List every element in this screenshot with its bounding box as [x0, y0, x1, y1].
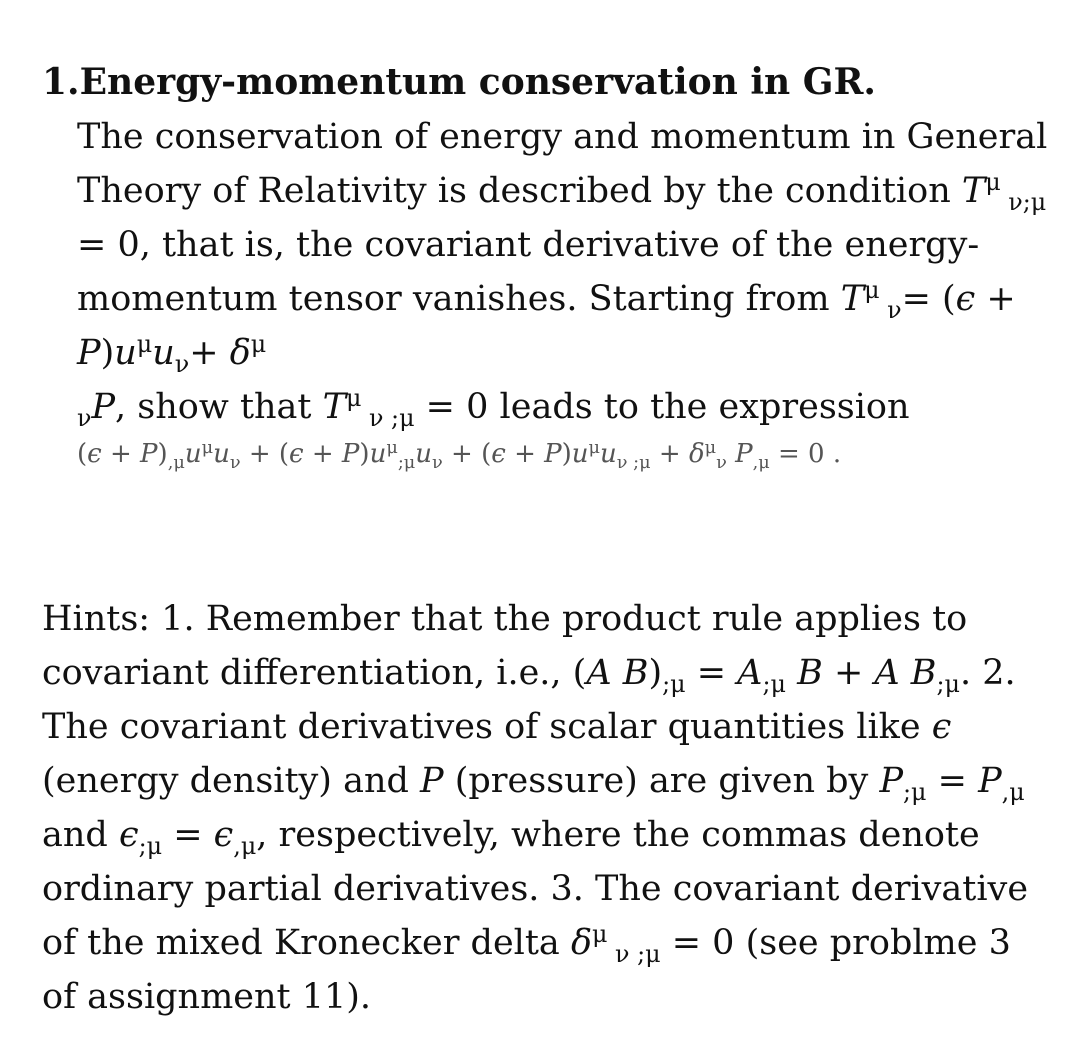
- hint-2-text-e: , respectively, where the commas denote ordinary partial derivatives. 3. The covariant derivative of the mixed Kronecker delta: [42, 815, 1029, 963]
- statement-part-1: The conservation of energy and momentum in General Theory of Relativity is described by the condition: [77, 117, 1048, 211]
- energy-momentum-tensor-equation: $T^\mu$ $_\nu= (\epsilon + P)u^\mu u_\nu+ \delta^\mu$ $_\nu$P: [77, 276, 1016, 433]
- problem-statement: [77, 110, 1052, 474]
- pressure-derivative-equation: $P_{;\mu} = P_{,\mu}$: [879, 761, 1025, 807]
- conservation-equation: $T^\mu$ $_{\nu ;\mu}$ = 0: [322, 384, 489, 433]
- target-expression: $(\epsilon + P)_{,\mu}u^\mu u_\nu + (\epsilon + P)u^\mu_{;\mu}u_\nu + (\epsilon + P)u^\mu u_{\nu ;\mu} + \delta^\mu_\nu$ $P_{,\mu} = 0$ .: [77, 438, 842, 474]
- statement-part-4: leads to the expression: [499, 387, 910, 427]
- epsilon-derivative-equation: $\epsilon_{;\mu} = \epsilon_{,\mu}$: [118, 815, 257, 861]
- hint-2-text-d: and: [42, 815, 108, 855]
- product-rule-equation: (A $B)_{;\mu} = A_{;\mu}$ B + A $B_{;\mu}$.: [572, 653, 972, 699]
- statement-part-2: , that is, the covariant derivative of the energy-momentum tensor vanishes. Starting from: [77, 225, 980, 319]
- problem-1: [42, 62, 1052, 474]
- kronecker-delta-equation: $\delta^\mu$ $_{\nu ;\mu}$ = 0: [570, 920, 735, 969]
- problem-title: [42, 62, 1052, 102]
- hints-section: [42, 592, 1052, 1024]
- epsilon-symbol: ϵ: [931, 707, 952, 747]
- condition-equation: $T^\mu$ $_{\nu;\mu}$ = 0: [77, 168, 1047, 265]
- hint-2-text-a: 2. The covariant derivatives of scalar quantities like: [42, 653, 1016, 747]
- hint-1-text: Hints: 1. Remember that the product rule applies to covariant differentiation, i.e.,: [42, 599, 968, 693]
- hint-3-text: (see problme 3 of assignment 11).: [42, 923, 1011, 1017]
- pressure-symbol: P: [420, 761, 444, 801]
- hint-2-text-c: (pressure) are given by: [454, 761, 869, 801]
- problem-number: 1.: [42, 61, 80, 103]
- problem-title-text: Energy-momentum conservation in GR.: [79, 61, 876, 103]
- hint-2-text-b: (energy density) and: [42, 761, 409, 801]
- statement-part-3: , show that: [115, 387, 312, 427]
